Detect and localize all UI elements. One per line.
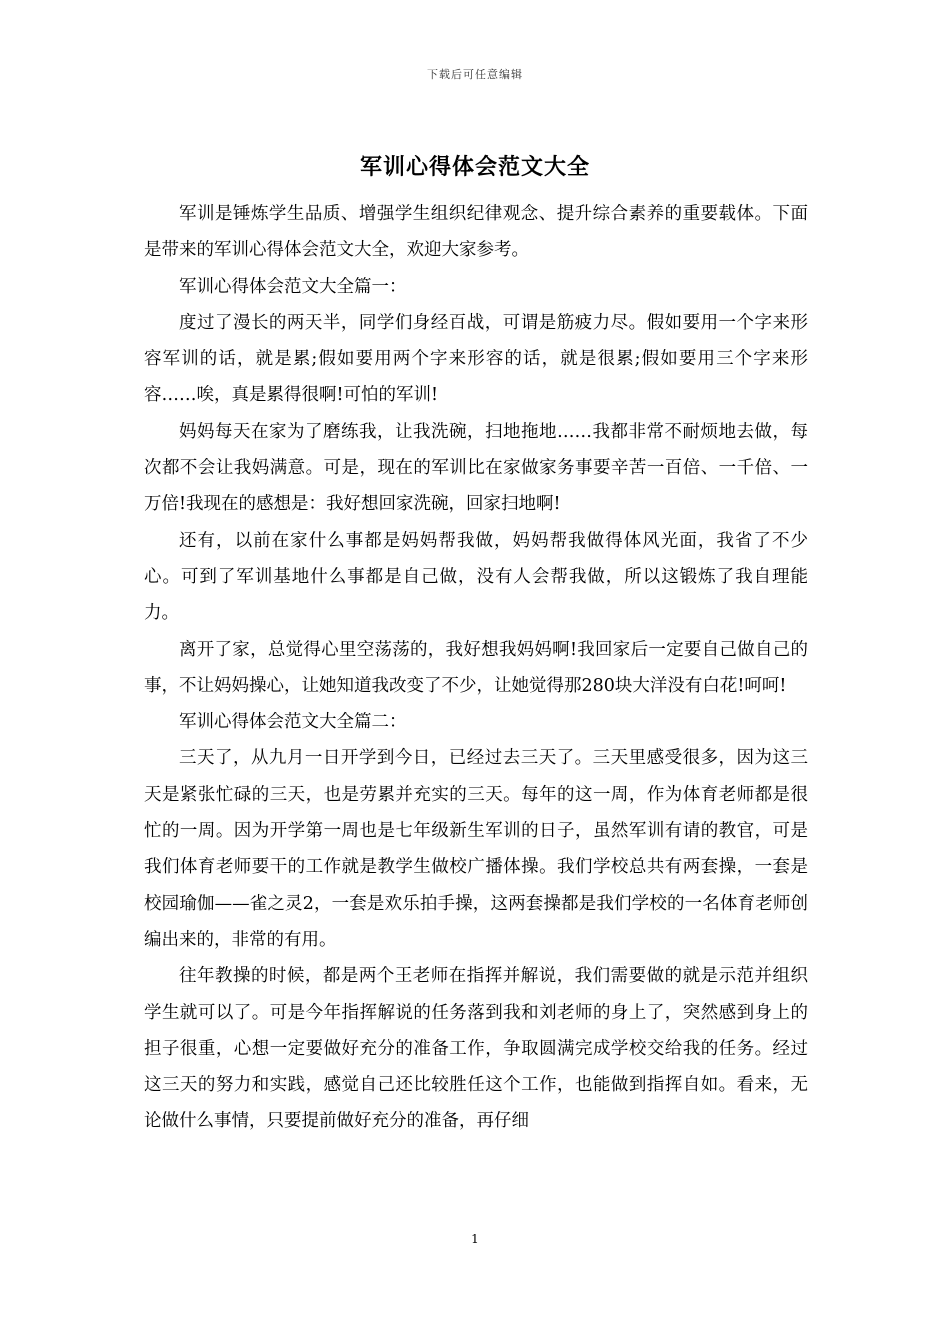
paragraph: 三天了，从九月一日开学到今日，已经过去三天了。三天里感受很多，因为这三天是紧张忙碌的三天，也是劳累并充实的三天。每年的这一周，作为体育老师都是很忙的一周。因为开学第一周也是七年级新生军训的日子，虽然军训有请的教官，可是我们体育老师要干的工作就是教学生做校广播体操。我们学校总共有两套操，一套是校园瑜伽——雀之灵2，一套是欢乐拍手操，这两套操都是我们学校的一名体育老师创编出来的，非常的有用。 [144,748,808,950]
paragraph: 妈妈每天在家为了磨练我，让我洗碗，扫地拖地……我都非常不耐烦地去做，每次都不会让我妈满意。可是，现在的军训比在家做家务事要辛苦一百倍、一千倍、一万倍!我现在的感想是：我好想回家洗碗，回家扫地啊! [144,421,808,515]
section-heading-part-two: 军训心得体会范文大全篇二： [179,712,407,733]
page-header-note: 下载后可任意编辑 [427,68,523,81]
paragraph-intro: 军训是锤炼学生品质、增强学生组织纪律观念、提升综合素养的重要载体。下面是带来的军训心得体会范文大全，欢迎大家参考。 [144,204,808,261]
paragraph: 往年教操的时候，都是两个王老师在指挥并解说，我们需要做的就是示范并组织学生就可以了。可是今年指挥解说的任务落到我和刘老师的身上了，突然感到身上的担子很重，心想一定要做好充分的准备工作，争取圆满完成学校交给我的任务。经过这三天的努力和实践，感觉自己还比较胜任这个工作，也能做到指挥自如。看来，无论做什么事情，只要提前做好充分的准备，再仔细 [144,966,808,1132]
paragraph: 还有，以前在家什么事都是妈妈帮我做，妈妈帮我做得体风光面，我省了不少心。可到了军训基地什么事都是自己做，没有人会帮我做，所以这锻炼了我自理能力。 [144,530,808,624]
page-number: 1 [471,1232,479,1246]
document-title: 军训心得体会范文大全 [359,154,590,180]
document-body [144,196,808,1140]
paragraph: 离开了家，总觉得心里空荡荡的，我好想我妈妈啊!我回家后一定要自己做自己的事，不让妈妈操心，让她知道我改变了不少，让她觉得那280块大洋没有白花!呵呵! [144,639,808,696]
section-heading-part-one: 军训心得体会范文大全篇一： [179,276,407,297]
paragraph: 度过了漫长的两天半，同学们身经百战，可谓是筋疲力尽。假如要用一个字来形容军训的话，就是累;假如要用两个字来形容的话，就是很累;假如要用三个字来形容……唉，真是累得很啊!可怕的军训! [144,312,808,406]
